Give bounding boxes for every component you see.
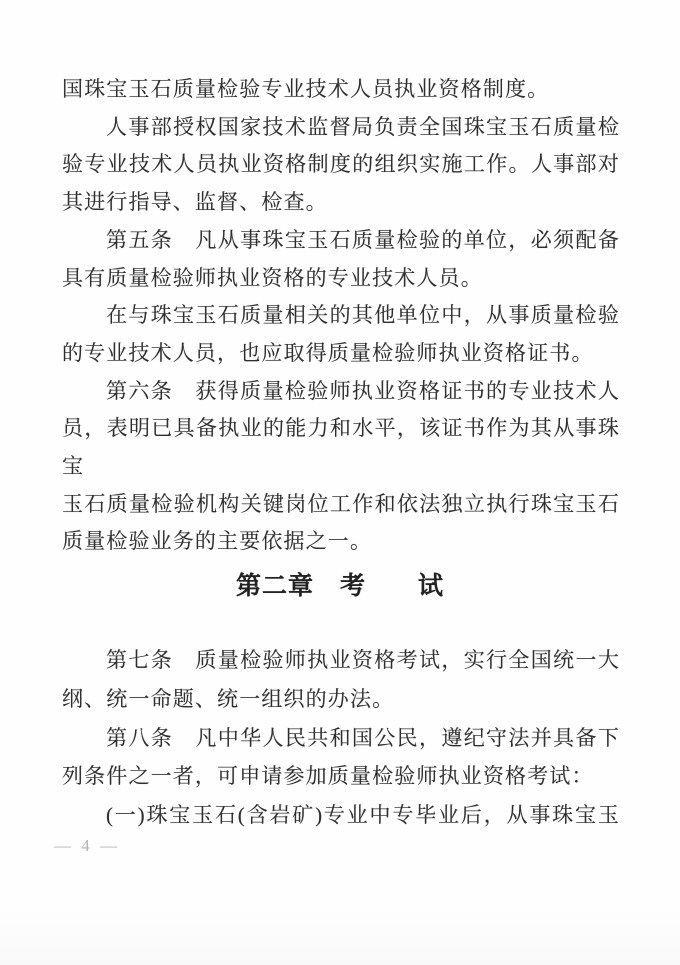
text-line: 在与珠宝玉石质量相关的其他单位中，从事质量检验 [106,303,620,328]
text-line: 第八条 凡中华人民共和国公民，遵纪守法并具备下 [106,725,620,750]
text-line: (一)珠宝玉石(含岩矿)专业中专毕业后，从事珠宝玉 [106,803,620,828]
scan-edge-shading [0,905,680,965]
page-number: — 4 — [54,836,120,855]
text-line: 人事部授权国家技术监督局负责全国珠宝玉石质量检 [106,114,620,139]
text-line: 第七条 质量检验师执业资格考试，实行全国统一大 [106,648,620,672]
text-line: 其进行指导、监督、检查。 [62,190,328,215]
body-text-block-lower [62,641,620,835]
text-line: 验专业技术人员执业资格制度的组织实施工作。人事部对 [62,152,620,177]
body-text-block-upper [62,71,620,561]
text-line: 质量检验业务的主要依据之一。 [62,529,373,554]
text-line: 玉石质量检验机构关键岗位工作和依法独立执行珠宝玉石 [62,491,620,516]
text-line: 列条件之一者，可申请参加质量检验师执业资格考试： [62,764,594,789]
text-line: 纲、统一命题、统一组织的办法。 [62,686,395,711]
text-line: 第五条 凡从事珠宝玉石质量检验的单位，必须配备 [106,227,620,252]
text-line: 第六条 获得质量检验师执业资格证书的专业技术人 [106,378,620,403]
text-line: 具有质量检验师执业资格的专业技术人员。 [62,265,483,290]
chapter-heading: 第二章 考 试 [235,573,444,600]
text-line: 员，表明已具备执业的能力和水平，该证书作为其从事珠宝 [62,416,620,479]
text-line: 国珠宝玉石质量检验专业技术人员执业资格制度。 [62,77,550,101]
text-line: 的专业技术人员，也应取得质量检验师执业资格证书。 [62,340,594,365]
